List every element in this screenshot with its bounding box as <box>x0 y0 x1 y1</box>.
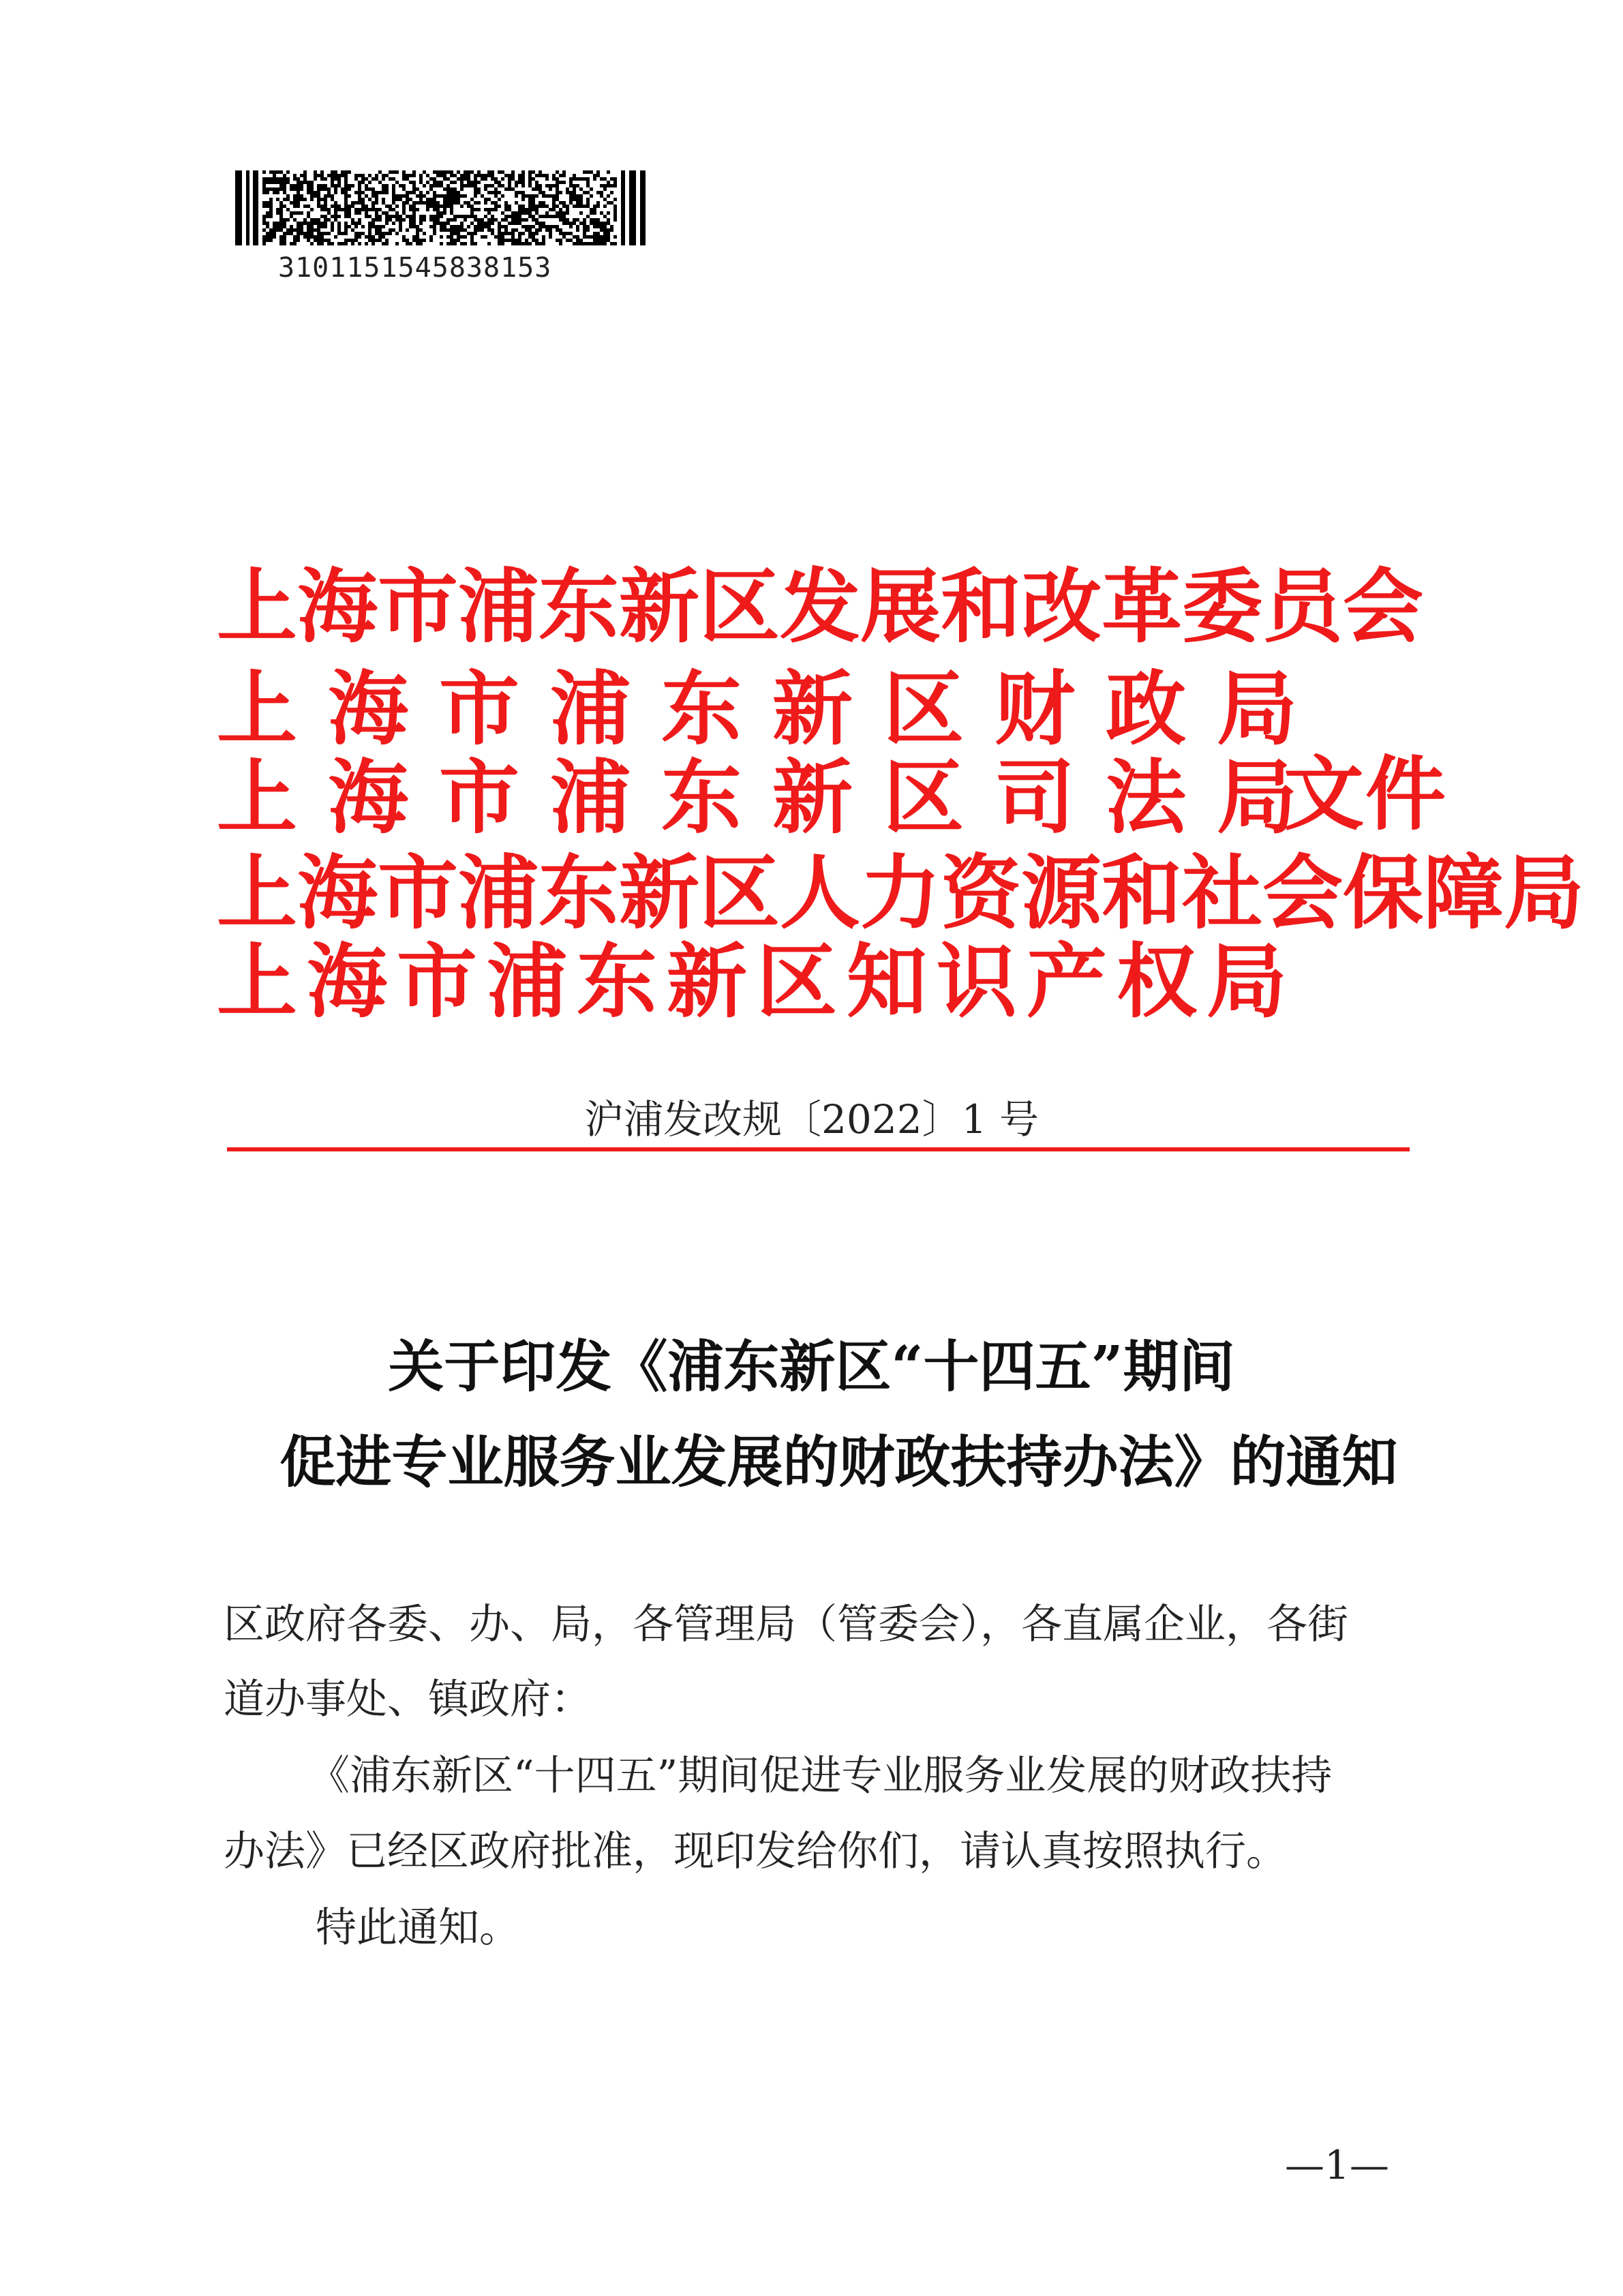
issuer-development-reform-commission: 上海市浦东新区发展和改革委员会 <box>217 559 1424 654</box>
issuer-justice-bureau: 上海市浦东新区司法局 <box>217 750 1329 845</box>
closing-line: 特此通知。 <box>316 1904 520 1952</box>
issuer-finance-bureau: 上海市浦东新区财政局 <box>217 661 1329 756</box>
barcode-number: 3101151545838153 <box>278 252 552 284</box>
document-title-line-2: 促进专业服务业发展的财政扶持办法》的通知 <box>279 1430 1398 1495</box>
issuer-human-resources-bureau: 上海市浦东新区人力资源和社会保障局 <box>217 845 1585 940</box>
recipients-line-2: 道办事处、镇政府： <box>224 1676 592 1723</box>
barcode-image <box>235 170 646 245</box>
paragraph-line-1: 《浦东新区“十四五”期间促进专业服务业发展的财政扶持 <box>309 1752 1333 1800</box>
red-divider <box>227 1147 1410 1151</box>
document-title-line-1: 关于印发《浦东新区“十四五”期间 <box>388 1334 1235 1400</box>
document-number: 沪浦发改规〔2022〕1 号 <box>584 1096 1039 1143</box>
issuer-intellectual-property-bureau: 上海市浦东新区知识产权局 <box>217 934 1297 1029</box>
document-suffix: 文件 <box>1284 746 1448 841</box>
paragraph-line-2: 办法》已经区政府批准，现印发给你们，请认真按照执行。 <box>224 1828 1287 1875</box>
page-number: —1— <box>1285 2142 1389 2188</box>
recipients-line-1: 区政府各委、办、局，各管理局（管委会），各直属企业，各街 <box>224 1601 1348 1648</box>
